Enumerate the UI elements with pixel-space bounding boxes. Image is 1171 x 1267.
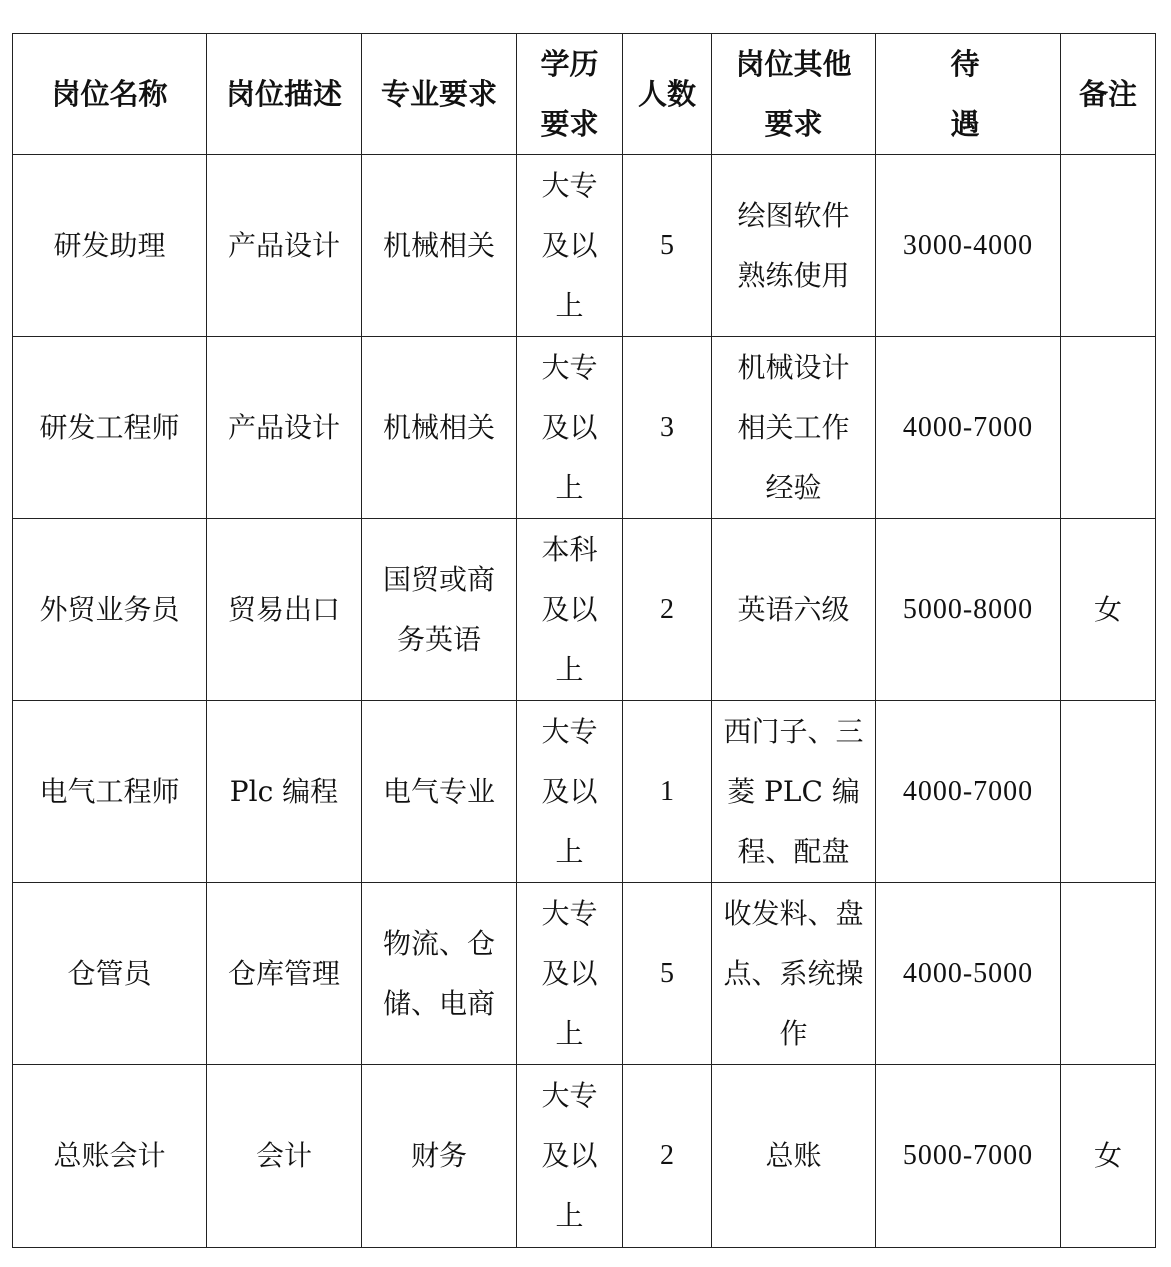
cell-position-desc: 产品设计 xyxy=(207,155,362,337)
cell-position-name: 外贸业务员 xyxy=(13,519,207,701)
cell-salary: 5000-7000 xyxy=(876,1065,1061,1248)
cell-other-req: 绘图软件熟练使用 xyxy=(712,155,876,337)
cell-major-req: 机械相关 xyxy=(362,155,517,337)
cell-other-req: 西门子、三菱 PLC 编程、配盘 xyxy=(712,701,876,883)
table-row xyxy=(13,337,1156,519)
header-other-req: 岗位其他要求 xyxy=(712,34,876,155)
table-row xyxy=(13,155,1156,337)
cell-position-name: 仓管员 xyxy=(13,883,207,1065)
cell-note: 女 xyxy=(1061,1065,1156,1248)
header-education-req: 学历要求 xyxy=(517,34,623,155)
header-major-req: 专业要求 xyxy=(362,34,517,155)
cell-major-req: 电气专业 xyxy=(362,701,517,883)
cell-education-req: 大专及以上 xyxy=(517,1065,623,1248)
cell-education-req: 大专及以上 xyxy=(517,883,623,1065)
table-row xyxy=(13,519,1156,701)
cell-position-name: 电气工程师 xyxy=(13,701,207,883)
cell-position-name: 研发助理 xyxy=(13,155,207,337)
cell-note xyxy=(1061,155,1156,337)
job-listing-table xyxy=(12,33,1156,1248)
cell-headcount: 2 xyxy=(623,519,712,701)
cell-position-desc: 产品设计 xyxy=(207,337,362,519)
cell-other-req: 总账 xyxy=(712,1065,876,1248)
cell-salary: 5000-8000 xyxy=(876,519,1061,701)
cell-position-desc: Plc 编程 xyxy=(207,701,362,883)
cell-salary: 3000-4000 xyxy=(876,155,1061,337)
cell-position-desc: 贸易出口 xyxy=(207,519,362,701)
cell-major-req: 物流、仓储、电商 xyxy=(362,883,517,1065)
cell-note: 女 xyxy=(1061,519,1156,701)
table-row xyxy=(13,883,1156,1065)
header-salary: 待遇 xyxy=(876,34,1061,155)
cell-position-desc: 会计 xyxy=(207,1065,362,1248)
cell-note xyxy=(1061,337,1156,519)
cell-position-name: 研发工程师 xyxy=(13,337,207,519)
cell-other-req: 收发料、盘点、系统操作 xyxy=(712,883,876,1065)
cell-headcount: 5 xyxy=(623,155,712,337)
cell-position-desc: 仓库管理 xyxy=(207,883,362,1065)
header-note: 备注 xyxy=(1061,34,1156,155)
cell-major-req: 机械相关 xyxy=(362,337,517,519)
header-position-name: 岗位名称 xyxy=(13,34,207,155)
cell-education-req: 大专及以上 xyxy=(517,701,623,883)
table-row xyxy=(13,1065,1156,1248)
cell-other-req: 机械设计相关工作经验 xyxy=(712,337,876,519)
cell-salary: 4000-7000 xyxy=(876,337,1061,519)
cell-salary: 4000-5000 xyxy=(876,883,1061,1065)
cell-major-req: 国贸或商务英语 xyxy=(362,519,517,701)
header-headcount: 人数 xyxy=(623,34,712,155)
header-position-desc: 岗位描述 xyxy=(207,34,362,155)
table-row xyxy=(13,701,1156,883)
cell-note xyxy=(1061,883,1156,1065)
cell-other-req: 英语六级 xyxy=(712,519,876,701)
cell-position-name: 总账会计 xyxy=(13,1065,207,1248)
table-header-row xyxy=(13,34,1156,155)
cell-education-req: 本科及以上 xyxy=(517,519,623,701)
cell-salary: 4000-7000 xyxy=(876,701,1061,883)
cell-headcount: 1 xyxy=(623,701,712,883)
cell-headcount: 2 xyxy=(623,1065,712,1248)
cell-major-req: 财务 xyxy=(362,1065,517,1248)
cell-headcount: 3 xyxy=(623,337,712,519)
cell-education-req: 大专及以上 xyxy=(517,337,623,519)
cell-education-req: 大专及以上 xyxy=(517,155,623,337)
cell-headcount: 5 xyxy=(623,883,712,1065)
cell-note xyxy=(1061,701,1156,883)
